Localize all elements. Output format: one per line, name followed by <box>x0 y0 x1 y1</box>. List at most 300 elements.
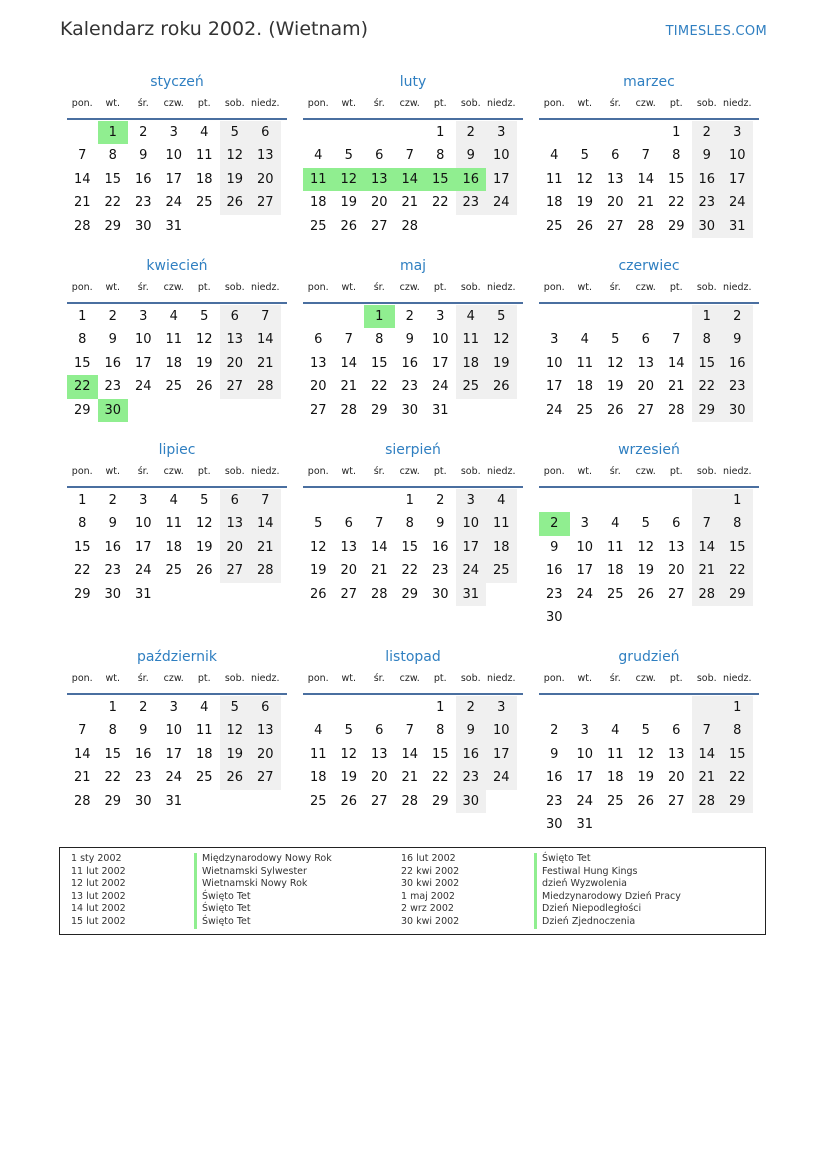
day-cell: 29 <box>73 586 91 602</box>
day-cell: 13 <box>667 539 685 555</box>
day-cell: 13 <box>340 539 358 555</box>
week-row <box>67 375 287 398</box>
day-cell: 20 <box>606 195 624 211</box>
weekday-label: niedz. <box>486 466 516 477</box>
day-cell: 1 <box>405 493 414 508</box>
day-cell: 5 <box>220 696 251 719</box>
month-name: kwiecień <box>146 258 208 274</box>
day-cell: 28 <box>73 218 91 234</box>
month-name: marzec <box>623 74 675 90</box>
legend-date: 14 lut 2002 <box>71 903 126 915</box>
week-row <box>303 375 523 398</box>
month-name: grudzień <box>618 649 680 665</box>
month-6 <box>539 256 759 422</box>
day-cell: 13 <box>220 512 251 535</box>
weekday-label: pt. <box>197 98 211 109</box>
day-cell: 11 <box>195 148 213 164</box>
day-cell: 3 <box>169 700 178 715</box>
empty-day-cell <box>456 399 487 422</box>
day-cell: 29 <box>73 402 91 418</box>
day-cell: 18 <box>165 539 183 555</box>
day-cell: 12 <box>606 355 624 371</box>
day-cell: 4 <box>611 723 620 739</box>
day-cell: 19 <box>220 168 251 191</box>
month-3 <box>539 72 759 238</box>
empty-day-cell <box>334 696 365 719</box>
day-cell: 21 <box>692 766 723 789</box>
week-row <box>303 399 523 422</box>
day-cell: 12 <box>220 144 251 167</box>
month-4 <box>67 256 287 422</box>
day-cell: 15 <box>104 171 122 187</box>
day-cell: 25 <box>165 379 183 395</box>
day-cell: 25 <box>165 563 183 579</box>
day-cell: 10 <box>165 723 183 739</box>
day-cell: 11 <box>456 328 487 351</box>
day-cell: 16 <box>545 770 563 786</box>
day-cell: 4 <box>580 332 589 348</box>
day-cell: 31 <box>431 402 449 418</box>
empty-day-cell <box>600 489 631 512</box>
empty-day-cell <box>631 121 662 144</box>
empty-day-cell <box>220 215 251 238</box>
day-cell: 27 <box>667 586 685 602</box>
day-cell: 25 <box>195 195 213 211</box>
weekday-label: wt. <box>577 466 592 477</box>
day-cell: 24 <box>486 191 517 214</box>
day-cell: 8 <box>722 719 753 742</box>
month-name: maj <box>399 258 427 274</box>
day-cell: 21 <box>637 195 655 211</box>
day-cell: 2 <box>722 305 753 328</box>
week-row <box>539 215 759 238</box>
day-cell: 19 <box>309 563 327 579</box>
day-cell: 13 <box>309 355 327 371</box>
day-cell: 22 <box>667 195 685 211</box>
day-cell: 26 <box>195 563 213 579</box>
week-row <box>67 536 287 559</box>
month-name: sierpień <box>385 442 441 458</box>
day-cell: 8 <box>78 332 87 348</box>
weekday-label: niedz. <box>486 673 516 684</box>
day-cell: 5 <box>220 121 251 144</box>
weekday-header <box>539 460 759 482</box>
brand-link[interactable]: TIMESLES.COM <box>665 24 767 39</box>
day-cell: 22 <box>431 770 449 786</box>
weekday-header <box>303 460 523 482</box>
day-cell: 4 <box>611 516 620 532</box>
weekday-header <box>539 667 759 689</box>
day-cell: 27 <box>250 766 281 789</box>
weekday-label: pt. <box>433 673 447 684</box>
day-cell: 8 <box>722 512 753 535</box>
weekday-label: pt. <box>197 282 211 293</box>
day-cell: 15 <box>73 539 91 555</box>
day-cell: 7 <box>250 489 281 512</box>
empty-day-cell <box>692 813 723 836</box>
day-cell: 27 <box>220 375 251 398</box>
weekday-label: niedz. <box>486 98 516 109</box>
empty-day-cell <box>661 606 692 629</box>
day-cell: 29 <box>401 586 419 602</box>
day-cell: 25 <box>309 218 327 234</box>
empty-day-cell <box>539 121 570 144</box>
day-cell: 30 <box>545 609 563 625</box>
week-row <box>539 559 759 582</box>
legend-date: 16 lut 2002 <box>401 853 456 864</box>
day-cell: 15 <box>667 171 685 187</box>
day-cell: 6 <box>250 696 281 719</box>
empty-day-cell <box>570 696 601 719</box>
empty-day-cell <box>303 696 334 719</box>
weekday-label: czw. <box>163 673 184 684</box>
day-cell: 23 <box>722 375 753 398</box>
legend-date: 30 kwi 2002 <box>401 878 460 890</box>
empty-day-cell <box>631 696 662 719</box>
weekday-label: pt. <box>669 466 683 477</box>
day-cell: 17 <box>134 355 152 371</box>
weekday-header <box>67 276 287 298</box>
day-cell: 10 <box>576 539 594 555</box>
day-cell: 6 <box>641 332 650 348</box>
empty-day-cell <box>334 489 365 512</box>
week-row <box>67 191 287 214</box>
day-cell: 25 <box>486 559 517 582</box>
month-1 <box>67 72 287 238</box>
day-cell: 16 <box>401 355 419 371</box>
day-cell: 26 <box>637 793 655 809</box>
day-cell: 4 <box>200 700 209 715</box>
legend-holiday-name: dzień Wyzwolenia <box>534 878 681 891</box>
month-name: styczeń <box>150 74 204 90</box>
weekday-label: wt. <box>105 98 120 109</box>
weekday-label: śr. <box>373 98 385 109</box>
week-row <box>539 305 759 328</box>
week-row <box>67 215 287 238</box>
week-row <box>67 583 287 606</box>
empty-day-cell <box>539 305 570 328</box>
day-cell: 22 <box>73 563 91 579</box>
day-cell: 26 <box>606 402 624 418</box>
day-cell: 9 <box>550 539 559 555</box>
day-cell: 12 <box>637 539 655 555</box>
day-cell: 8 <box>375 332 384 348</box>
weekday-label: czw. <box>163 466 184 477</box>
month-8 <box>303 440 523 606</box>
day-cell: 2 <box>456 696 487 719</box>
weekday-label: wt. <box>341 282 356 293</box>
empty-day-cell <box>364 121 395 144</box>
weekday-label: pon. <box>71 673 93 684</box>
weekday-label: niedz. <box>250 282 280 293</box>
day-cell: 11 <box>195 723 213 739</box>
day-cell: 7 <box>78 723 87 739</box>
legend-date: 12 lut 2002 <box>71 878 126 890</box>
weekday-label: niedz. <box>250 466 280 477</box>
day-cell: 21 <box>401 195 419 211</box>
weekday-label: niedz. <box>722 282 752 293</box>
empty-day-cell <box>570 489 601 512</box>
legend-date: 15 lut 2002 <box>71 915 126 927</box>
weekday-label: wt. <box>577 673 592 684</box>
week-row <box>539 790 759 813</box>
weekday-label: niedz. <box>250 98 280 109</box>
day-cell: 12 <box>309 539 327 555</box>
day-cell: 10 <box>165 148 183 164</box>
holiday-day-cell: 16 <box>456 168 487 191</box>
day-cell: 22 <box>722 766 753 789</box>
day-cell: 23 <box>431 563 449 579</box>
day-cell: 24 <box>456 559 487 582</box>
empty-day-cell <box>600 121 631 144</box>
empty-day-cell <box>661 305 692 328</box>
week-row <box>303 512 523 535</box>
day-cell: 16 <box>722 352 753 375</box>
weekday-label: śr. <box>609 673 621 684</box>
day-cell: 22 <box>104 195 122 211</box>
week-row <box>303 790 523 813</box>
month-divider <box>539 693 759 695</box>
day-cell: 22 <box>401 563 419 579</box>
week-row <box>303 144 523 167</box>
day-cell: 24 <box>545 402 563 418</box>
week-row <box>303 305 523 328</box>
weekday-label: pt. <box>669 282 683 293</box>
day-cell: 11 <box>545 171 563 187</box>
month-divider <box>67 693 287 695</box>
weekday-label: sob. <box>224 673 245 684</box>
week-row <box>67 168 287 191</box>
empty-day-cell <box>486 399 517 422</box>
month-divider <box>67 302 287 304</box>
weekday-label: pt. <box>433 282 447 293</box>
weekday-label: sob. <box>696 282 717 293</box>
legend-names-right <box>534 853 681 929</box>
day-cell: 20 <box>340 563 358 579</box>
day-cell: 6 <box>672 723 681 739</box>
day-cell: 4 <box>314 723 323 739</box>
week-row <box>67 766 287 789</box>
empty-day-cell <box>250 399 281 422</box>
weekday-label: śr. <box>609 466 621 477</box>
day-cell: 9 <box>436 516 445 532</box>
day-cell: 6 <box>250 121 281 144</box>
empty-day-cell <box>631 606 662 629</box>
empty-day-cell <box>661 489 692 512</box>
day-cell: 3 <box>139 309 148 324</box>
day-cell: 23 <box>134 770 152 786</box>
day-cell: 23 <box>401 379 419 395</box>
empty-day-cell <box>220 790 251 813</box>
legend-date: 2 wrz 2002 <box>401 903 454 915</box>
legend-date: 1 maj 2002 <box>401 890 455 902</box>
week-row <box>67 790 287 813</box>
day-cell: 29 <box>722 790 753 813</box>
day-cell: 5 <box>641 516 650 532</box>
day-cell: 24 <box>165 195 183 211</box>
day-cell: 20 <box>250 168 281 191</box>
day-cell: 29 <box>104 793 122 809</box>
day-cell: 24 <box>134 563 152 579</box>
weekday-label: wt. <box>105 466 120 477</box>
day-cell: 7 <box>375 516 384 532</box>
day-cell: 28 <box>250 375 281 398</box>
day-cell: 4 <box>169 493 178 508</box>
month-9 <box>539 440 759 629</box>
empty-day-cell <box>303 305 334 328</box>
empty-day-cell <box>128 399 159 422</box>
empty-day-cell <box>220 399 251 422</box>
day-cell: 2 <box>139 125 148 140</box>
weekday-header <box>303 667 523 689</box>
weekday-header <box>539 92 759 114</box>
day-cell: 7 <box>692 512 723 535</box>
month-divider <box>303 302 523 304</box>
weekday-label: czw. <box>399 282 420 293</box>
weekday-label: pt. <box>433 98 447 109</box>
day-cell: 19 <box>340 195 358 211</box>
day-cell: 27 <box>340 586 358 602</box>
empty-day-cell <box>570 121 601 144</box>
legend-dates-right <box>401 853 459 929</box>
day-cell: 21 <box>667 379 685 395</box>
day-cell: 23 <box>545 586 563 602</box>
legend-holiday-name: Międzynarodowy Nowy Rok <box>194 853 332 866</box>
day-cell: 21 <box>250 536 281 559</box>
day-cell: 7 <box>405 723 414 739</box>
day-cell: 1 <box>436 125 445 140</box>
day-cell: 15 <box>722 743 753 766</box>
day-cell: 15 <box>401 539 419 555</box>
weekday-label: czw. <box>399 673 420 684</box>
weekday-label: wt. <box>341 98 356 109</box>
day-cell: 19 <box>486 352 517 375</box>
day-cell: 15 <box>722 536 753 559</box>
day-cell: 1 <box>78 309 87 324</box>
month-divider <box>539 486 759 488</box>
legend-date: 13 lut 2002 <box>71 890 126 902</box>
day-cell: 4 <box>456 305 487 328</box>
holiday-day-cell: 22 <box>67 375 98 398</box>
day-cell: 2 <box>692 121 723 144</box>
day-cell: 13 <box>370 746 388 762</box>
day-cell: 8 <box>108 148 117 164</box>
weekday-header <box>67 460 287 482</box>
weekday-label: pt. <box>669 673 683 684</box>
day-cell: 18 <box>309 770 327 786</box>
day-cell: 31 <box>165 793 183 809</box>
day-cell: 12 <box>486 328 517 351</box>
day-cell: 28 <box>401 793 419 809</box>
week-row <box>539 375 759 398</box>
day-cell: 14 <box>250 328 281 351</box>
legend-names-left <box>194 853 332 929</box>
day-cell: 30 <box>134 793 152 809</box>
day-cell: 1 <box>108 700 117 715</box>
day-cell: 7 <box>250 305 281 328</box>
day-cell: 17 <box>576 770 594 786</box>
day-cell: 23 <box>134 195 152 211</box>
day-cell: 15 <box>104 746 122 762</box>
month-11 <box>303 647 523 813</box>
legend-date: 11 lut 2002 <box>71 865 126 877</box>
day-cell: 25 <box>309 793 327 809</box>
weekday-label: śr. <box>137 673 149 684</box>
day-cell: 25 <box>456 375 487 398</box>
day-cell: 30 <box>456 790 487 813</box>
week-row <box>303 743 523 766</box>
day-cell: 17 <box>456 536 487 559</box>
weekday-label: niedz. <box>722 98 752 109</box>
day-cell: 15 <box>431 746 449 762</box>
day-cell: 27 <box>667 793 685 809</box>
weekday-label: pon. <box>543 673 565 684</box>
day-cell: 29 <box>667 218 685 234</box>
holiday-day-cell: 1 <box>98 121 129 144</box>
day-cell: 28 <box>370 586 388 602</box>
day-cell: 6 <box>314 332 323 348</box>
day-cell: 10 <box>576 746 594 762</box>
page-title: Kalendarz roku 2002. (Wietnam) <box>60 18 369 40</box>
day-cell: 13 <box>606 171 624 187</box>
day-cell: 5 <box>314 516 323 532</box>
day-cell: 5 <box>344 148 353 164</box>
day-cell: 4 <box>550 148 559 164</box>
month-name: luty <box>399 74 427 90</box>
day-cell: 2 <box>405 309 414 324</box>
day-cell: 17 <box>722 168 753 191</box>
legend-holiday-name: Dzień Niepodległości <box>534 903 681 916</box>
empty-day-cell <box>67 696 98 719</box>
empty-day-cell <box>692 696 723 719</box>
day-cell: 31 <box>722 215 753 238</box>
week-row <box>539 399 759 422</box>
month-divider <box>67 118 287 120</box>
legend-holiday-name: Festiwal Hung Kings <box>534 866 681 879</box>
day-cell: 6 <box>344 516 353 532</box>
weekday-label: pon. <box>307 466 329 477</box>
day-cell: 30 <box>722 399 753 422</box>
day-cell: 24 <box>134 379 152 395</box>
day-cell: 4 <box>200 125 209 140</box>
day-cell: 5 <box>200 309 209 324</box>
weekday-label: sob. <box>460 673 481 684</box>
weekday-label: śr. <box>373 466 385 477</box>
legend-holiday-name: Święto Tet <box>534 853 681 866</box>
day-cell: 6 <box>672 516 681 532</box>
month-2 <box>303 72 523 238</box>
day-cell: 31 <box>134 586 152 602</box>
day-cell: 8 <box>672 148 681 164</box>
month-divider <box>67 486 287 488</box>
day-cell: 24 <box>722 191 753 214</box>
empty-day-cell <box>67 121 98 144</box>
day-cell: 25 <box>606 586 624 602</box>
weekday-header <box>67 667 287 689</box>
legend-holiday-name: Wietnamski Nowy Rok <box>194 878 332 891</box>
day-cell: 16 <box>456 743 487 766</box>
day-cell: 11 <box>486 512 517 535</box>
day-cell: 11 <box>606 746 624 762</box>
weekday-label: pt. <box>197 466 211 477</box>
day-cell: 16 <box>431 539 449 555</box>
week-row <box>539 813 759 836</box>
day-cell: 18 <box>606 563 624 579</box>
day-cell: 31 <box>576 816 594 832</box>
day-cell: 14 <box>250 512 281 535</box>
day-cell: 2 <box>550 723 559 739</box>
week-row <box>303 489 523 512</box>
